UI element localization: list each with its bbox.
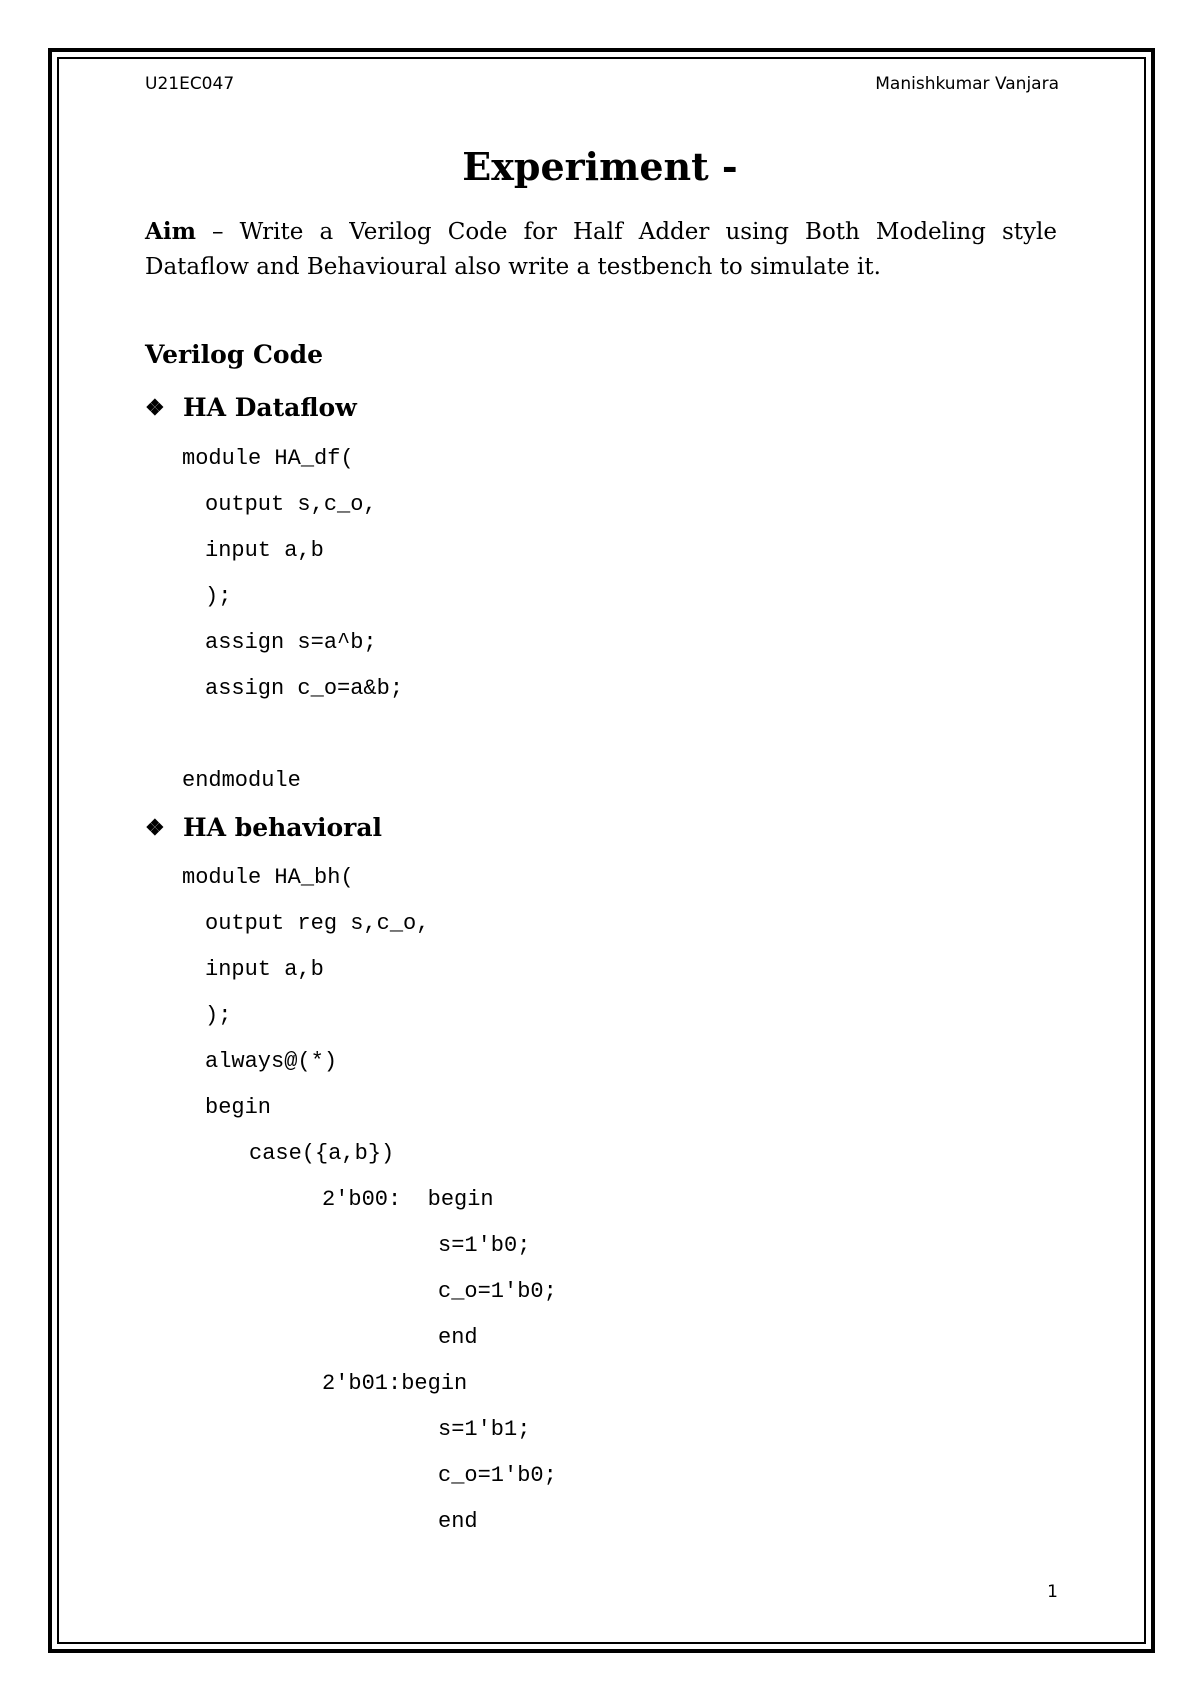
code-line: output s,c_o, bbox=[205, 492, 377, 517]
code-line: module HA_df( bbox=[182, 446, 354, 471]
code-line: ); bbox=[205, 1003, 232, 1028]
aim-paragraph bbox=[145, 214, 1057, 285]
subheading-label: HA behavioral bbox=[183, 813, 383, 842]
code-line: module HA_bh( bbox=[182, 865, 354, 890]
code-line: s=1'b0; bbox=[438, 1233, 531, 1258]
code-line: 2'b01:begin bbox=[322, 1371, 468, 1396]
code-line: end bbox=[438, 1325, 478, 1350]
page-number: 1 bbox=[1047, 1582, 1058, 1602]
code-line: input a,b bbox=[205, 957, 324, 982]
code-line: input a,b bbox=[205, 538, 324, 563]
aim-label: Aim bbox=[145, 218, 196, 245]
code-line: s=1'b1; bbox=[438, 1417, 531, 1442]
code-line: end bbox=[438, 1509, 478, 1534]
code-line: assign s=a^b; bbox=[205, 630, 377, 655]
diamond-bullet-icon: ❖ bbox=[145, 814, 165, 841]
code-line: case({a,b}) bbox=[249, 1141, 395, 1166]
code-line: endmodule bbox=[182, 768, 301, 793]
subheading-ha-dataflow bbox=[145, 393, 357, 422]
subheading-ha-behavioral bbox=[145, 813, 382, 842]
header-roll-number: U21EC047 bbox=[145, 74, 235, 94]
page-title: Experiment - bbox=[462, 144, 738, 189]
code-line: c_o=1'b0; bbox=[438, 1279, 557, 1304]
subheading-label: HA Dataflow bbox=[183, 393, 357, 422]
code-line: 2'b00: begin bbox=[322, 1187, 494, 1212]
code-line: c_o=1'b0; bbox=[438, 1463, 557, 1488]
code-line: begin bbox=[205, 1095, 272, 1120]
code-line: output reg s,c_o, bbox=[205, 911, 430, 936]
code-line: assign c_o=a&b; bbox=[205, 676, 404, 701]
code-line: always@(*) bbox=[205, 1049, 338, 1074]
page-border-inner bbox=[57, 57, 1146, 1644]
section-heading-verilog-code: Verilog Code bbox=[145, 340, 323, 369]
header-author-name: Manishkumar Vanjara bbox=[875, 74, 1059, 94]
diamond-bullet-icon: ❖ bbox=[145, 394, 165, 421]
code-line: ); bbox=[205, 584, 232, 609]
aim-text: – Write a Verilog Code for Half Adder using Both Modeling style Dataflow and Behavioural also write a testbench to simulate it. bbox=[145, 219, 1057, 280]
